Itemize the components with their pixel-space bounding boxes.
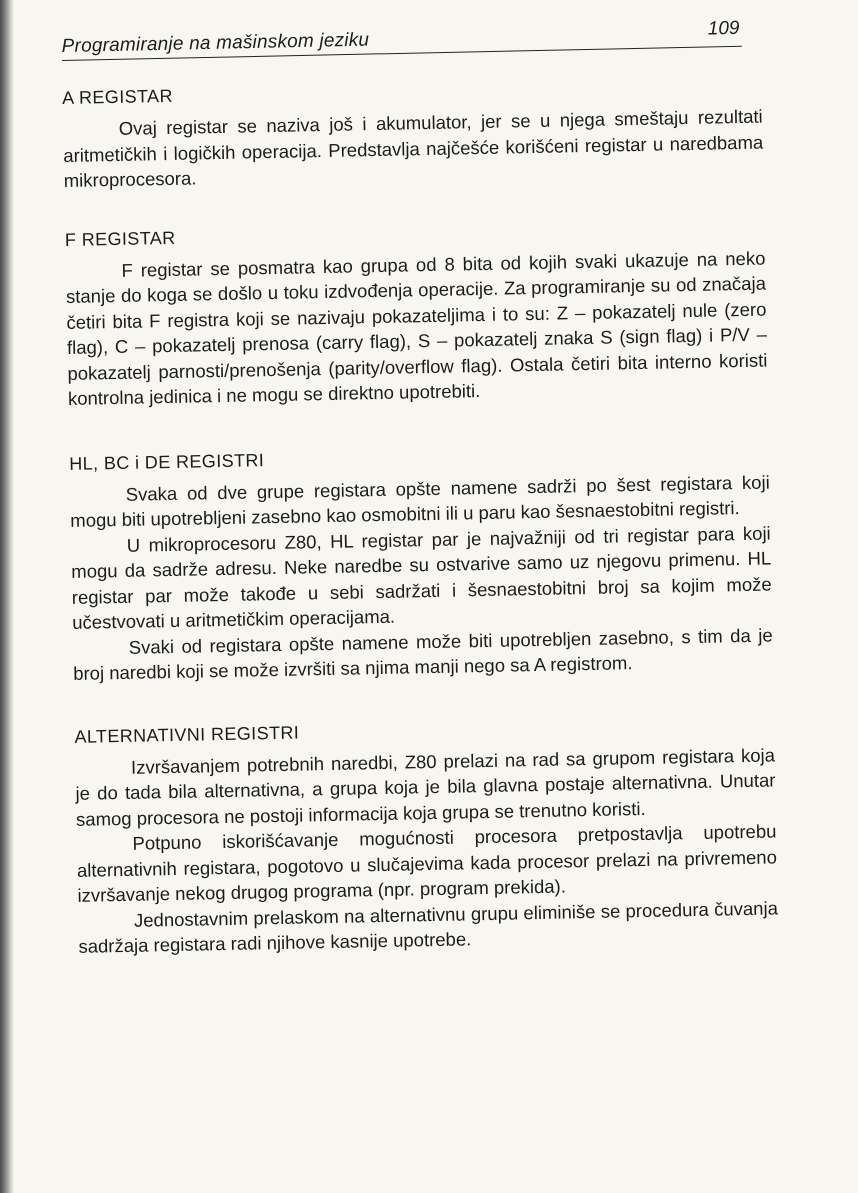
section-heading: ALTERNATIVNI REGISTRI bbox=[74, 722, 300, 747]
page-number: 109 bbox=[707, 17, 740, 40]
section-heading: F REGISTAR bbox=[64, 227, 176, 250]
section-f-registar bbox=[65, 216, 768, 411]
paragraph: Ovaj registar se naziva još i akumulator, jer se u njega smeštaju rezultati aritmetičkih i logičkih operacija. Predstavlja najčešće korišćeni registar u naredbama mikroprocesora. bbox=[63, 105, 764, 191]
paragraph: Jednostavnim prelaskom na alternativnu grupu eliminiše se procedura čuvanja sadržaja registara radi njihove kasnije upotrebe. bbox=[78, 896, 779, 957]
paragraph: Svaka od dve grupe registara opšte namene sadrži po šest registara koji mogu biti upotrebljeni zasebno kao osmobitni ili u paru kao šesnaestobitni registri. bbox=[70, 470, 770, 531]
paragraph: U mikroprocesoru Z80, HL registar par je najvažniji od tri registar para koji mogu da sadrže adresu. Neke naredbe su ostvarive samo uz njegovu primenu. HL registar par može takođe u sebi sadržati i šesnaestobitni broj sa kojim može učestvovati u aritmetičkim operacijama. bbox=[71, 521, 772, 633]
running-title: Programiranje na mašinskom jeziku bbox=[61, 29, 370, 58]
binding-shadow bbox=[0, 0, 14, 1193]
paragraph: F registar se posmatra kao grupa od 8 bita od kojih svaki ukazuje na neko stanje do koga se došlo u toku izdvođenja operacije. Za programiranje su od značaja četiri bita F registra koji se nazivaju pokazateljima i to su: Z – pokazatelj nule (zero flag), C – pokazatelj prenosa (carry flag), S – pokazatelj znaka S (sign flag) i P/V – pokazatelj parnosti/prenošenja (parity/overflow flag). Ostala četiri bita interno koristi kontrolna jedinica i ne mogu se direktno upotrebiti. bbox=[65, 247, 768, 409]
page-body bbox=[62, 75, 779, 994]
paragraph: Potpuno iskorišćavanje mogućnosti procesora pretpostavlja upotrebu alternativnih registara, pogotovo u slučajevima kada procesor prelazi na privremeno izvršavanje nekog drugog programa (npr. program prekida). bbox=[76, 820, 778, 906]
section-alternativni-registri bbox=[74, 713, 778, 959]
running-header bbox=[61, 16, 742, 61]
section-a-registar bbox=[62, 75, 764, 194]
section-heading: HL, BC i DE REGISTRI bbox=[69, 449, 265, 474]
section-heading: A REGISTAR bbox=[62, 85, 174, 108]
paragraph: Izvršavanjem potrebnih naredbi, Z80 prelazi na rad sa grupom registara koja je do tada bila alternativna, a grupa koja je bila glavna postaje alternativna. Unutar samog procesora ne postoji informacija koja grupa se trenutno koristi. bbox=[75, 743, 776, 830]
paragraph: Svaki od registara opšte namene može biti upotrebljen zasebno, s tim da je broj naredbi koji se može izvršiti sa njima manji nego sa A registrom. bbox=[73, 623, 773, 684]
section-hl-bc-de-registri bbox=[69, 440, 773, 686]
